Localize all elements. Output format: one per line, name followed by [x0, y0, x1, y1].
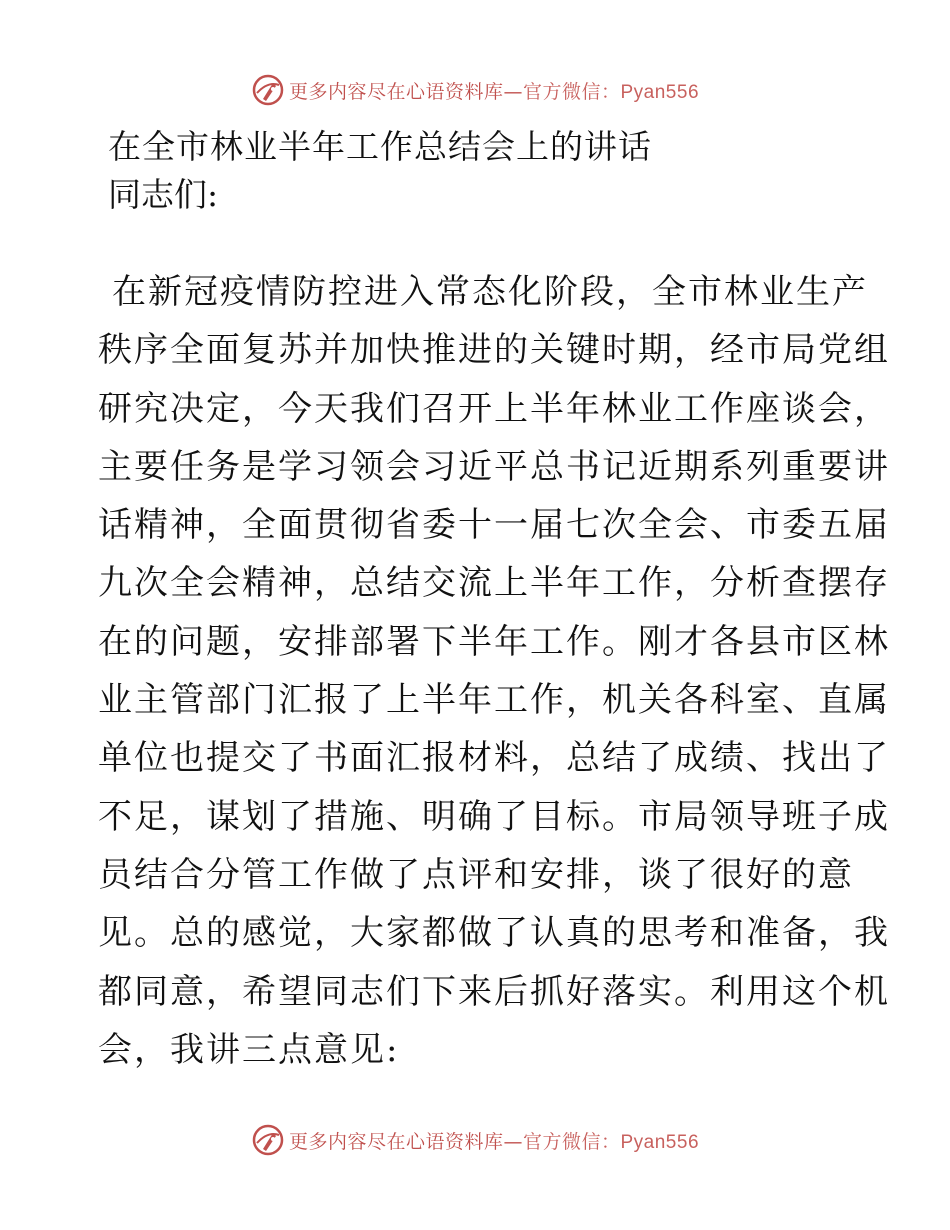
document-title: 在全市林业半年工作总结会上的讲话 — [108, 127, 652, 166]
watermark-dash: — — [503, 1130, 523, 1153]
body-line: 见。总的感觉，大家都做了认真的思考和准备，我 — [98, 913, 890, 954]
body-line: 不足，谋划了措施、明确了目标。市局领导班子成 — [98, 796, 890, 837]
watermark-text — [289, 77, 699, 104]
body-line: 在新冠疫情防控进入常态化阶段，全市林业生产 — [112, 272, 868, 312]
body-line: 在的问题，安排部署下半年工作。刚才各县市区林 — [98, 621, 890, 662]
watermark-wechat-label: 官方微信： — [522, 1130, 621, 1153]
body-paragraph — [98, 263, 890, 1079]
pen-nib-logo-icon — [251, 1123, 285, 1157]
salutation: 同志们: — [108, 175, 219, 214]
body-line: 九次全会精神，总结交流上半年工作，分析查摆存 — [98, 563, 890, 604]
body-line: 话精神，全面贯彻省委十一届七次全会、市委五届 — [98, 505, 890, 546]
watermark-wechat-label: 官方微信： — [522, 80, 621, 103]
body-line: 会，我讲三点意见: — [98, 1029, 400, 1070]
pen-nib-logo-icon — [251, 73, 285, 107]
body-line: 主要任务是学习领会习近平总书记近期系列重要讲 — [98, 446, 890, 487]
body-line: 员结合分管工作做了点评和安排，谈了很好的意 — [98, 854, 854, 895]
watermark-wechat-id: Pyan556 — [620, 1131, 700, 1153]
body-line: 研究决定，今天我们召开上半年林业工作座谈会， — [98, 388, 890, 429]
body-line: 都同意，希望同志们下来后抓好落实。利用这个机 — [98, 971, 890, 1012]
watermark-text — [289, 1127, 699, 1154]
watermark-wechat-id: Pyan556 — [620, 81, 700, 103]
watermark-dash: — — [503, 80, 523, 103]
body-line: 秩序全面复苏并加快推进的关键时期，经市局党组 — [98, 330, 890, 371]
body-line: 单位也提交了书面汇报材料，总结了成绩、找出了 — [98, 738, 890, 779]
watermark-site: 更多内容尽在心语资料库 — [288, 80, 504, 103]
watermark-site: 更多内容尽在心语资料库 — [288, 1130, 504, 1153]
footer-watermark — [0, 1120, 950, 1160]
header-watermark — [0, 70, 950, 110]
body-line: 业主管部门汇报了上半年工作，机关各科室、直属 — [98, 680, 890, 721]
